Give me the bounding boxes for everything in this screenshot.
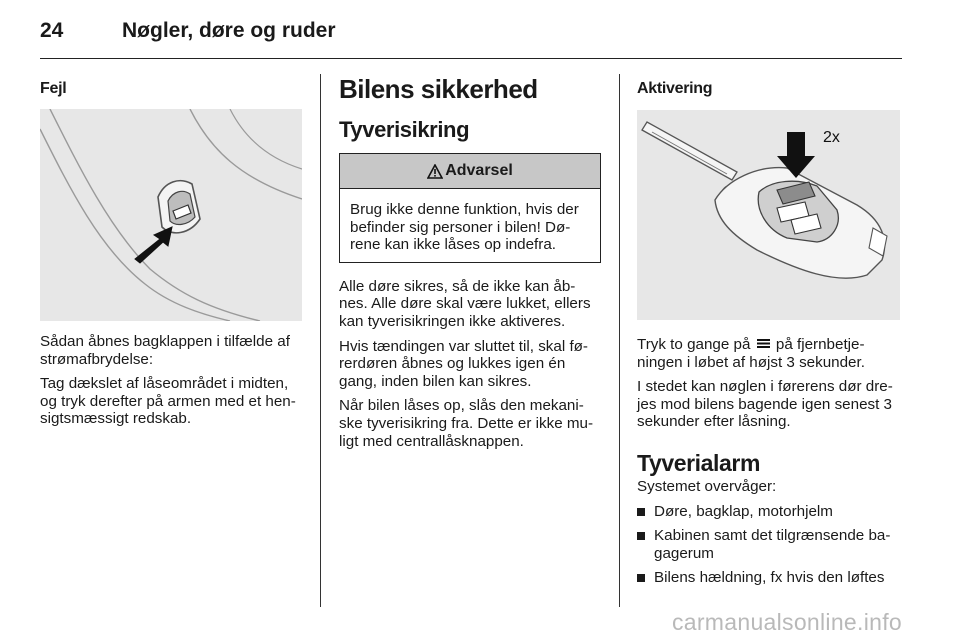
- warning-body: [340, 189, 600, 262]
- right-column: [637, 74, 902, 594]
- section-heading-bilens-sikkerhed: Bilens sikkerhed: [339, 74, 538, 104]
- list-item: [637, 569, 902, 587]
- remote-key-illustration: [637, 110, 900, 320]
- watermark: carmanualsonline.info: [671, 609, 902, 635]
- middle-paragraph-3: Når bilen låses op, slås den mekani-ske tyverisikring fra. Dette er ikke mu-ligt med centrallåsknappen.: [339, 397, 594, 450]
- left-paragraph-2: Tag dækslet af låseområdet i midten, og tryk derefter på armen med et hen-sigtsmæssigt redskab.: [40, 375, 296, 428]
- column-divider-1: [320, 74, 321, 607]
- section-heading-aktivering: Aktivering: [637, 80, 713, 97]
- warning-text: Brug ikke denne funktion, hvis der befinder sig personer i bilen! Dø-rene kan ikke låses op indefra.: [350, 201, 579, 254]
- alarm-bullet-list: [637, 503, 902, 587]
- header-rule: [40, 58, 902, 59]
- bullet-square-icon: [637, 532, 645, 540]
- right-paragraph-1-start: Tryk to gange på: [637, 336, 751, 353]
- right-paragraph-1: [637, 336, 902, 371]
- section-heading-fejl: Fejl: [40, 80, 67, 97]
- left-column: [40, 74, 305, 435]
- bullet-square-icon: [637, 574, 645, 582]
- chapter-title: Nøgler, døre og ruder: [122, 19, 336, 42]
- figure-label-2x: 2x: [823, 129, 840, 146]
- remote-key-drawing: [637, 110, 900, 320]
- tailgate-lock-illustration: [40, 109, 302, 321]
- subheading-tyverialarm: Tyverialarm: [637, 449, 761, 476]
- list-item: [637, 527, 902, 562]
- alarm-intro: Systemet overvåger:: [637, 477, 777, 495]
- list-item-text: Døre, bagklap, motorhjelm: [654, 502, 833, 520]
- warning-box: [339, 153, 601, 263]
- tailgate-lock-drawing: [40, 109, 302, 321]
- subheading-tyverisikring: Tyverisikring: [339, 117, 470, 142]
- list-item-text: Kabinen samt det tilgrænsende ba-gagerum: [654, 527, 891, 562]
- middle-paragraph-1: Alle døre sikres, så de ikke kan åb-nes. Alle døre skal være lukket, ellers kan tyverisikringen ikke aktiveres.: [339, 277, 591, 330]
- middle-column: [339, 74, 601, 457]
- bullet-square-icon: [637, 508, 645, 516]
- right-paragraph-1-end: på fjernbetje-ningen i løbet af højst 3 sekunder.: [637, 336, 865, 371]
- lock-button-icon: [757, 339, 770, 348]
- middle-paragraph-2: Hvis tændingen var sluttet til, skal fø-rerdøren åbnes og lukkes igen én gang, inden bilen kan sikres.: [339, 337, 588, 390]
- warning-header: [340, 154, 600, 189]
- right-paragraph-2: I stedet kan nøglen i førerens dør dre-jes mod bilens bagende igen senest 3 sekunder efter låsning.: [637, 378, 893, 431]
- list-item: [637, 503, 902, 521]
- warning-triangle-icon: [427, 164, 443, 179]
- list-item-text: Bilens hældning, fx hvis den løftes: [654, 569, 885, 587]
- warning-label: Advarsel: [445, 162, 513, 179]
- column-divider-2: [619, 74, 620, 607]
- left-paragraph-1: Sådan åbnes bagklappen i tilfælde af strømafbrydelse:: [40, 333, 290, 368]
- page-number: 24: [40, 19, 64, 42]
